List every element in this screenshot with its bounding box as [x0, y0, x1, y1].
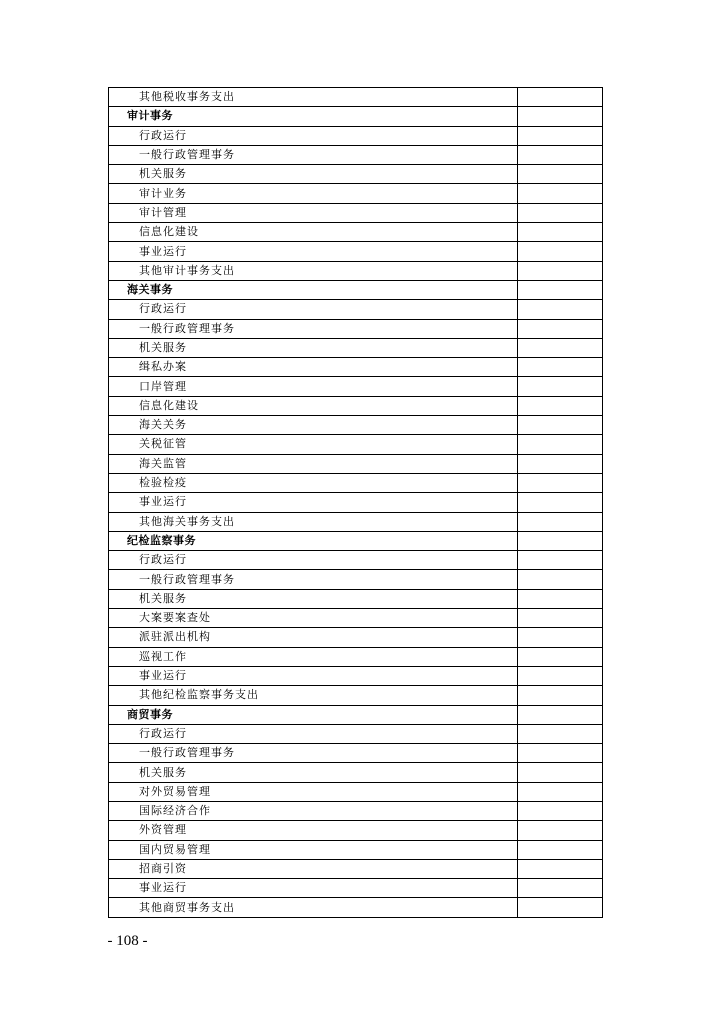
category-row [109, 107, 603, 126]
item-label: 事业运行 [109, 242, 518, 261]
item-label: 其他海关事务支出 [109, 512, 518, 531]
table-row [109, 551, 603, 570]
item-label: 其他商贸事务支出 [109, 898, 518, 917]
amount-cell [518, 319, 603, 338]
table-row [109, 454, 603, 473]
table-row [109, 473, 603, 492]
amount-cell [518, 647, 603, 666]
amount-cell [518, 840, 603, 859]
amount-cell [518, 763, 603, 782]
table-row [109, 898, 603, 917]
amount-cell [518, 338, 603, 357]
item-label: 巡视工作 [109, 647, 518, 666]
item-label: 一般行政管理事务 [109, 319, 518, 338]
category-row [109, 705, 603, 724]
item-label: 机关服务 [109, 338, 518, 357]
table-row [109, 666, 603, 685]
amount-cell [518, 744, 603, 763]
table-row [109, 744, 603, 763]
item-label: 海关关务 [109, 416, 518, 435]
table-row [109, 145, 603, 164]
item-label: 一般行政管理事务 [109, 145, 518, 164]
expenditure-table-body [109, 88, 603, 918]
item-label: 派驻派出机构 [109, 628, 518, 647]
item-label: 一般行政管理事务 [109, 570, 518, 589]
amount-cell [518, 454, 603, 473]
amount-cell [518, 165, 603, 184]
item-label: 审计业务 [109, 184, 518, 203]
table-row [109, 223, 603, 242]
amount-cell [518, 821, 603, 840]
item-label: 招商引资 [109, 859, 518, 878]
table-row [109, 782, 603, 801]
table-row [109, 589, 603, 608]
item-label: 海关监管 [109, 454, 518, 473]
item-label: 国际经济合作 [109, 801, 518, 820]
table-row [109, 184, 603, 203]
item-label: 行政运行 [109, 551, 518, 570]
item-label: 审计管理 [109, 203, 518, 222]
table-row [109, 609, 603, 628]
amount-cell [518, 88, 603, 107]
table-row [109, 88, 603, 107]
amount-cell [518, 551, 603, 570]
amount-cell [518, 377, 603, 396]
table-row [109, 319, 603, 338]
item-label: 机关服务 [109, 165, 518, 184]
item-label: 其他审计事务支出 [109, 261, 518, 280]
amount-cell [518, 589, 603, 608]
amount-cell [518, 628, 603, 647]
item-label: 机关服务 [109, 589, 518, 608]
amount-cell [518, 396, 603, 415]
table-row [109, 763, 603, 782]
table-row [109, 165, 603, 184]
amount-cell [518, 705, 603, 724]
amount-cell [518, 300, 603, 319]
amount-cell [518, 898, 603, 917]
table-row [109, 377, 603, 396]
table-row [109, 358, 603, 377]
table-row [109, 801, 603, 820]
category-row [109, 280, 603, 299]
table-row [109, 512, 603, 531]
amount-cell [518, 609, 603, 628]
item-label: 其他税收事务支出 [109, 88, 518, 107]
item-label: 机关服务 [109, 763, 518, 782]
amount-cell [518, 879, 603, 898]
amount-cell [518, 531, 603, 550]
table-row [109, 570, 603, 589]
category-row [109, 531, 603, 550]
table-row [109, 300, 603, 319]
table-row [109, 859, 603, 878]
category-label: 商贸事务 [109, 705, 518, 724]
amount-cell [518, 416, 603, 435]
table-row [109, 493, 603, 512]
category-label: 纪检监察事务 [109, 531, 518, 550]
table-row [109, 628, 603, 647]
item-label: 事业运行 [109, 493, 518, 512]
item-label: 行政运行 [109, 126, 518, 145]
amount-cell [518, 184, 603, 203]
item-label: 检验检疫 [109, 473, 518, 492]
item-label: 外资管理 [109, 821, 518, 840]
amount-cell [518, 358, 603, 377]
amount-cell [518, 782, 603, 801]
expenditure-table [108, 87, 603, 918]
table-row [109, 203, 603, 222]
amount-cell [518, 223, 603, 242]
item-label: 一般行政管理事务 [109, 744, 518, 763]
table-row [109, 338, 603, 357]
item-label: 大案要案查处 [109, 609, 518, 628]
item-label: 事业运行 [109, 879, 518, 898]
item-label: 信息化建设 [109, 223, 518, 242]
table-row [109, 879, 603, 898]
table-row [109, 396, 603, 415]
table-row [109, 840, 603, 859]
amount-cell [518, 280, 603, 299]
amount-cell [518, 493, 603, 512]
table-row [109, 242, 603, 261]
item-label: 关税征管 [109, 435, 518, 454]
amount-cell [518, 512, 603, 531]
item-label: 其他纪检监察事务支出 [109, 686, 518, 705]
amount-cell [518, 261, 603, 280]
category-label: 海关事务 [109, 280, 518, 299]
page-number: - 108 - [107, 933, 148, 949]
table-row [109, 435, 603, 454]
amount-cell [518, 107, 603, 126]
table-row [109, 647, 603, 666]
amount-cell [518, 473, 603, 492]
item-label: 对外贸易管理 [109, 782, 518, 801]
item-label: 口岸管理 [109, 377, 518, 396]
table-row [109, 821, 603, 840]
amount-cell [518, 242, 603, 261]
item-label: 事业运行 [109, 666, 518, 685]
category-label: 审计事务 [109, 107, 518, 126]
amount-cell [518, 145, 603, 164]
item-label: 信息化建设 [109, 396, 518, 415]
amount-cell [518, 203, 603, 222]
table-row [109, 261, 603, 280]
amount-cell [518, 666, 603, 685]
amount-cell [518, 126, 603, 145]
table-row [109, 686, 603, 705]
amount-cell [518, 724, 603, 743]
item-label: 行政运行 [109, 724, 518, 743]
item-label: 行政运行 [109, 300, 518, 319]
amount-cell [518, 801, 603, 820]
amount-cell [518, 859, 603, 878]
amount-cell [518, 435, 603, 454]
item-label: 缉私办案 [109, 358, 518, 377]
table-row [109, 724, 603, 743]
amount-cell [518, 570, 603, 589]
table-row [109, 126, 603, 145]
item-label: 国内贸易管理 [109, 840, 518, 859]
amount-cell [518, 686, 603, 705]
table-row [109, 416, 603, 435]
